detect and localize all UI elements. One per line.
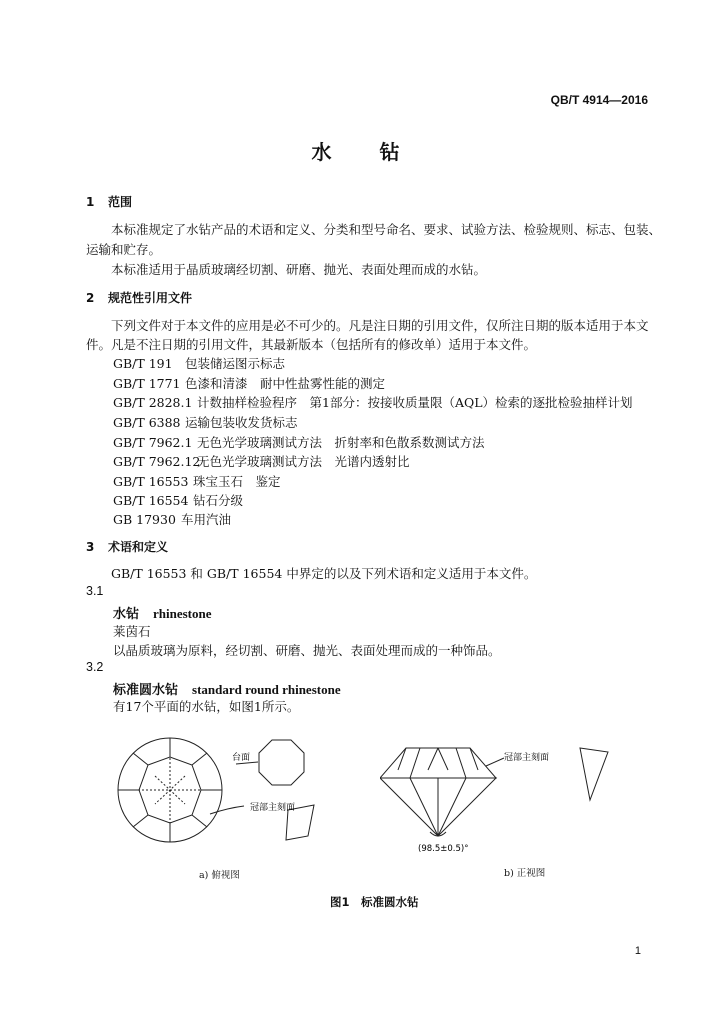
reference-title: 计数抽样检验程序 第1部分：按接收质量限（AQL）检索的逐批检验抽样计划 bbox=[197, 395, 633, 410]
reference-item bbox=[113, 510, 231, 528]
reference-code: GB/T 7962.1 bbox=[113, 435, 193, 450]
terms-intro: GB/T 16553 和 GB/T 16554 中界定的以及下列术语和定义适用于本文件。 bbox=[111, 566, 537, 581]
reference-item bbox=[113, 393, 633, 411]
section-heading-references bbox=[86, 289, 192, 306]
label-angle: (98.5±0.5)° bbox=[418, 844, 469, 854]
figure-caption: 图1 标准圆水钻 bbox=[330, 895, 419, 909]
term-heading bbox=[113, 603, 212, 622]
section-number: 1 bbox=[86, 195, 95, 209]
reference-title: 钻石分级 bbox=[193, 493, 244, 508]
label-table: 台面 bbox=[232, 753, 251, 763]
reference-code: GB 17930 bbox=[113, 512, 176, 527]
term-en: standard round rhinestone bbox=[192, 682, 341, 697]
reference-item bbox=[113, 413, 298, 431]
standard-number: QB/T 4914—2016 bbox=[550, 93, 648, 107]
term-definition: 以晶质玻璃为原料，经切割、研磨、抛光、表面处理而成的一种饰品。 bbox=[113, 643, 501, 658]
scope-paragraph-line: 本标准规定了水钻产品的术语和定义、分类和型号命名、要求、试验方法、检验规则、标志、包装、 bbox=[111, 222, 662, 237]
reference-title: 车用汽油 bbox=[181, 512, 232, 527]
section-title: 范围 bbox=[108, 195, 133, 209]
crown-outline bbox=[380, 748, 496, 778]
caption-front-view: b) 正视图 bbox=[504, 868, 546, 879]
section-heading-terms bbox=[86, 538, 168, 555]
reference-code: GB/T 2828.1 bbox=[113, 395, 193, 410]
references-intro-line: 下列文件对于本文件的应用是必不可少的。凡是注日期的引用文件，仅所注日期的版本适用于本文 bbox=[111, 318, 649, 333]
term-definition: 有17个平面的水钻，如图1所示。 bbox=[113, 699, 300, 714]
reference-code: GB/T 6388 bbox=[113, 415, 181, 430]
reference-title: 无色光学玻璃测试方法 折射率和色散系数测试方法 bbox=[197, 435, 485, 450]
references-intro-line: 件。凡是不注日期的引用文件，其最新版本（包括所有的修改单）适用于本文件。 bbox=[86, 337, 537, 352]
term-en: rhinestone bbox=[153, 606, 212, 621]
section-title: 术语和定义 bbox=[108, 540, 169, 554]
reference-code: GB/T 16554 bbox=[113, 493, 189, 508]
page-number: 1 bbox=[634, 945, 641, 957]
section-title: 规范性引用文件 bbox=[108, 291, 193, 305]
reference-item bbox=[113, 472, 281, 490]
table-outline bbox=[259, 740, 304, 785]
reference-code: GB/T 16553 bbox=[113, 474, 189, 489]
term-number: 3.1 bbox=[86, 584, 104, 598]
page-title: 水 钻 bbox=[311, 140, 414, 164]
caption-top-view: a) 俯视图 bbox=[199, 870, 240, 881]
figure-top-view bbox=[110, 728, 350, 868]
reference-title: 珠宝玉石 鉴定 bbox=[193, 474, 281, 489]
term-alias: 莱茵石 bbox=[113, 624, 151, 639]
term-zh: 标准圆水钻 bbox=[113, 683, 179, 698]
facet-shape bbox=[580, 748, 608, 800]
scope-paragraph-line: 运输和贮存。 bbox=[86, 242, 162, 257]
reference-item bbox=[113, 354, 285, 372]
reference-item bbox=[113, 374, 385, 392]
section-number: 2 bbox=[86, 291, 95, 305]
section-heading-scope bbox=[86, 193, 132, 210]
reference-code: GB/T 7962.12 bbox=[113, 454, 201, 469]
label-crown-main: 冠部主刻面 bbox=[250, 803, 296, 813]
scope-paragraph: 本标准适用于晶质玻璃经切割、研磨、抛光、表面处理而成的水钻。 bbox=[111, 262, 487, 277]
label-top-main: 冠部主刻面 bbox=[504, 753, 550, 763]
reference-item bbox=[113, 452, 410, 470]
reference-item bbox=[113, 491, 243, 509]
reference-title: 色漆和清漆 耐中性盐雾性能的测定 bbox=[185, 376, 386, 391]
reference-title: 无色光学玻璃测试方法 光谱内透射比 bbox=[197, 454, 410, 469]
reference-title: 运输包装收发货标志 bbox=[185, 415, 298, 430]
reference-code: GB/T 1771 bbox=[113, 376, 181, 391]
term-number: 3.2 bbox=[86, 660, 104, 674]
term-heading bbox=[113, 679, 341, 698]
section-number: 3 bbox=[86, 540, 95, 554]
figure-front-view bbox=[380, 740, 620, 860]
reference-title: 包装储运图示标志 bbox=[185, 356, 286, 371]
reference-item bbox=[113, 433, 485, 451]
reference-code: GB/T 191 bbox=[113, 356, 173, 371]
term-zh: 水钻 bbox=[113, 607, 140, 622]
